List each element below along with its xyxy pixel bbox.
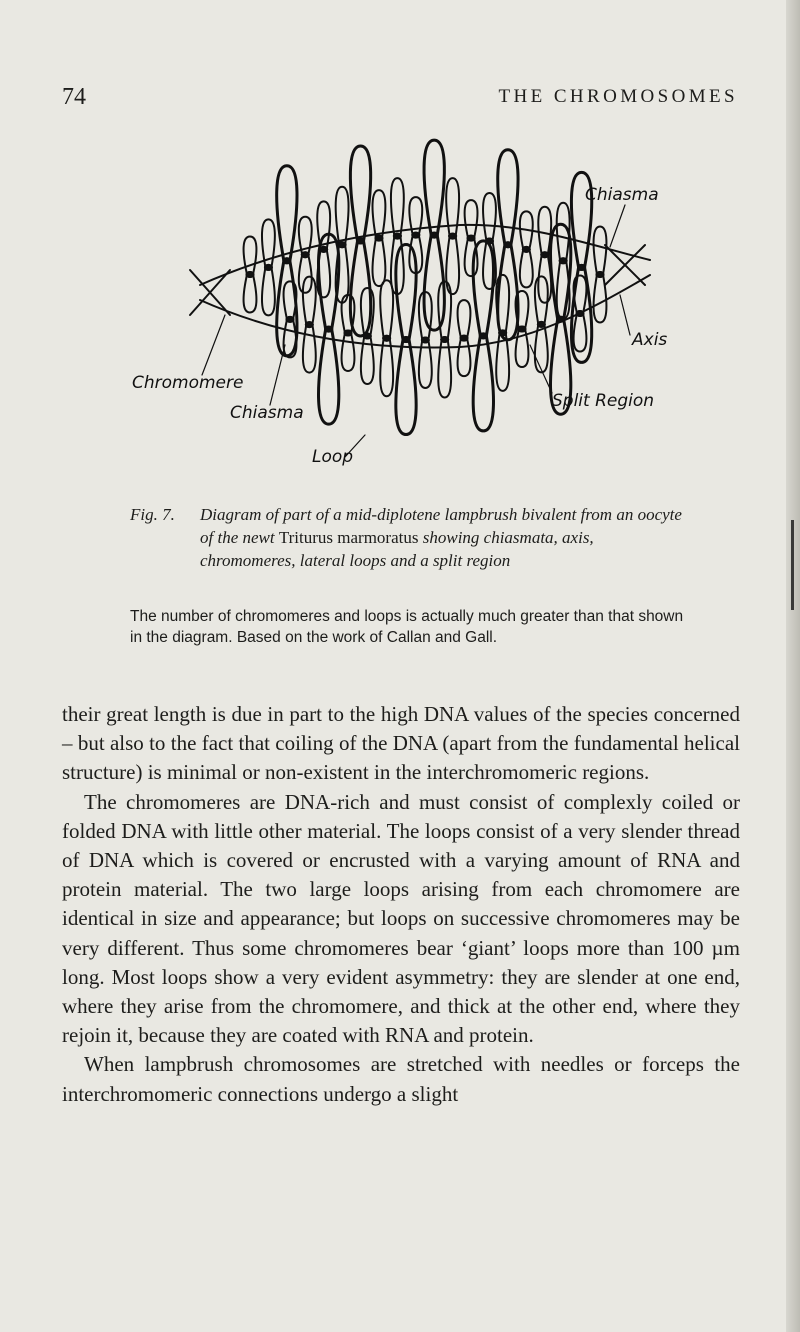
upper-chromomere bbox=[301, 252, 309, 258]
running-head: THE CHROMOSOMES bbox=[498, 86, 738, 107]
upper-chromomere bbox=[596, 271, 604, 277]
lower-chromomere bbox=[499, 330, 507, 336]
lower-chromomere bbox=[286, 316, 294, 322]
figure-caption bbox=[130, 503, 690, 572]
upper-loop bbox=[391, 178, 404, 236]
label-loop: Loop bbox=[312, 447, 354, 467]
upper-loop bbox=[594, 226, 607, 274]
upper-loop bbox=[465, 200, 478, 238]
upper-chromomere bbox=[522, 246, 530, 252]
upper-loop bbox=[446, 178, 459, 236]
upper-loop bbox=[373, 190, 386, 238]
leader-chromomere bbox=[202, 315, 225, 375]
lower-loop bbox=[574, 313, 587, 351]
lower-chromomere bbox=[344, 330, 352, 336]
page-edge-mark bbox=[791, 520, 794, 610]
upper-chromomere bbox=[338, 242, 346, 248]
upper-loop bbox=[594, 274, 607, 322]
upper-chromomere bbox=[283, 258, 291, 264]
label-chromomere: Chromomere bbox=[132, 373, 244, 393]
lower-chromomere bbox=[557, 316, 565, 322]
label-split-region: Split Region bbox=[552, 391, 655, 411]
paragraph-2: The chromomeres are DNA-rich and must consist of complexly coiled or folded DNA with little other material. The loops consist of a very slender thread of DNA which is covered or encrusted with a varying amount of RNA and protein material. The two large loops arising from each chromomere are identical in size and appearance; but loops on successive chromomeres may be very different. Thus some chromomeres bear ‘giant’ loops more than 100 µm long. Most loops show a very evident asymmetry: they are slender at one end, where they arise from the chromomere, and thick at the other end, where they rejoin it, because they are coated with RNA and protein. bbox=[62, 789, 740, 1048]
lower-chromomere bbox=[305, 322, 313, 328]
lower-loop bbox=[342, 295, 355, 333]
lower-loop bbox=[516, 329, 529, 367]
upper-loop bbox=[483, 193, 496, 241]
caption-text bbox=[200, 503, 690, 572]
page-header bbox=[62, 84, 738, 114]
leader-chiasma-top bbox=[610, 205, 625, 247]
upper-loop bbox=[277, 166, 297, 261]
lower-chromomere bbox=[537, 321, 545, 327]
leader-split-region bbox=[530, 345, 552, 393]
upper-loop bbox=[520, 249, 533, 287]
upper-loop bbox=[498, 150, 518, 245]
caption-part-2: showing chiasmata, axis, chromomeres, lateral loops and a split region bbox=[200, 528, 594, 570]
upper-chromomere bbox=[504, 242, 512, 248]
paragraph-3: When lampbrush chromosomes are stretched with needles or forceps the interchromomeric connections undergo a slight bbox=[62, 1052, 740, 1106]
upper-loop bbox=[277, 261, 297, 356]
lower-loop bbox=[473, 336, 493, 431]
lower-loop bbox=[380, 338, 393, 396]
lower-chromomere bbox=[441, 337, 449, 343]
upper-loop bbox=[373, 238, 386, 286]
lower-chromomere bbox=[363, 333, 371, 339]
upper-loop bbox=[299, 255, 312, 293]
body-text bbox=[62, 700, 740, 1109]
lower-loop bbox=[396, 340, 416, 435]
upper-chromomere bbox=[430, 232, 438, 238]
lower-chromomere bbox=[479, 333, 487, 339]
upper-loop bbox=[424, 140, 444, 235]
lower-loop bbox=[303, 325, 316, 373]
upper-chromomere bbox=[393, 233, 401, 239]
upper-chromomere bbox=[357, 238, 365, 244]
label-chiasma-top: Chiasma bbox=[585, 185, 659, 205]
upper-chromomere bbox=[264, 264, 272, 270]
lower-loop bbox=[380, 280, 393, 338]
lower-chromomere bbox=[576, 310, 584, 316]
lower-chromomere bbox=[421, 337, 429, 343]
upper-loop bbox=[350, 146, 370, 241]
lower-chromomere bbox=[518, 326, 526, 332]
lower-loop bbox=[303, 277, 316, 325]
upper-loop bbox=[336, 187, 349, 245]
figure-number: Fig. 7. bbox=[130, 505, 175, 524]
label-chiasma-bottom: Chiasma bbox=[230, 403, 304, 423]
upper-chromomere bbox=[578, 264, 586, 270]
lampbrush-diagram-svg bbox=[132, 135, 680, 495]
upper-loop bbox=[262, 267, 275, 315]
lower-chromomere bbox=[460, 335, 468, 341]
lower-loop bbox=[342, 333, 355, 371]
paragraph-1: their great length is due in part to the high DNA values of the species concerned – but also to the fact that coiling of the DNA (apart from the fundamental helical structure) is minimal or non-existent in the interchromomeric regions. bbox=[62, 702, 740, 785]
lower-loop bbox=[396, 245, 416, 340]
leader-axis bbox=[620, 295, 630, 335]
leader-chiasma-bottom bbox=[270, 345, 285, 405]
lower-loop bbox=[458, 338, 471, 376]
figure-note: The number of chromomeres and loops is actually much greater than that shown in the diagram. Based on the work of Callan and Gall. bbox=[130, 608, 684, 646]
species-name: Triturus marmoratus bbox=[278, 528, 419, 547]
upper-loop bbox=[317, 201, 330, 249]
upper-chromomere bbox=[467, 235, 475, 241]
lower-loop bbox=[458, 300, 471, 338]
upper-chromomere bbox=[375, 235, 383, 241]
label-axis: Axis bbox=[632, 330, 668, 350]
upper-loop bbox=[244, 236, 257, 274]
upper-loop bbox=[498, 245, 518, 340]
page-number: 74 bbox=[62, 84, 86, 110]
upper-loop bbox=[465, 238, 478, 276]
upper-chromomere bbox=[449, 233, 457, 239]
lower-chromomere bbox=[402, 337, 410, 343]
upper-chromomere bbox=[246, 271, 254, 277]
upper-chromomere bbox=[412, 232, 420, 238]
chiasma-right bbox=[605, 245, 645, 285]
lower-chromomere bbox=[325, 326, 333, 332]
caption-part-1: Diagram of part of a mid-diplotene lampbrush bivalent from an oocyte of the newt bbox=[200, 505, 682, 547]
chiasma-left bbox=[190, 270, 230, 315]
page-edge bbox=[786, 0, 800, 1332]
upper-chromomere bbox=[541, 252, 549, 258]
lower-loop bbox=[319, 329, 339, 424]
lower-loop bbox=[535, 324, 548, 372]
lampbrush-diagram bbox=[132, 135, 680, 495]
upper-chromomere bbox=[559, 258, 567, 264]
upper-loop bbox=[244, 274, 257, 312]
lower-chromomere bbox=[383, 335, 391, 341]
